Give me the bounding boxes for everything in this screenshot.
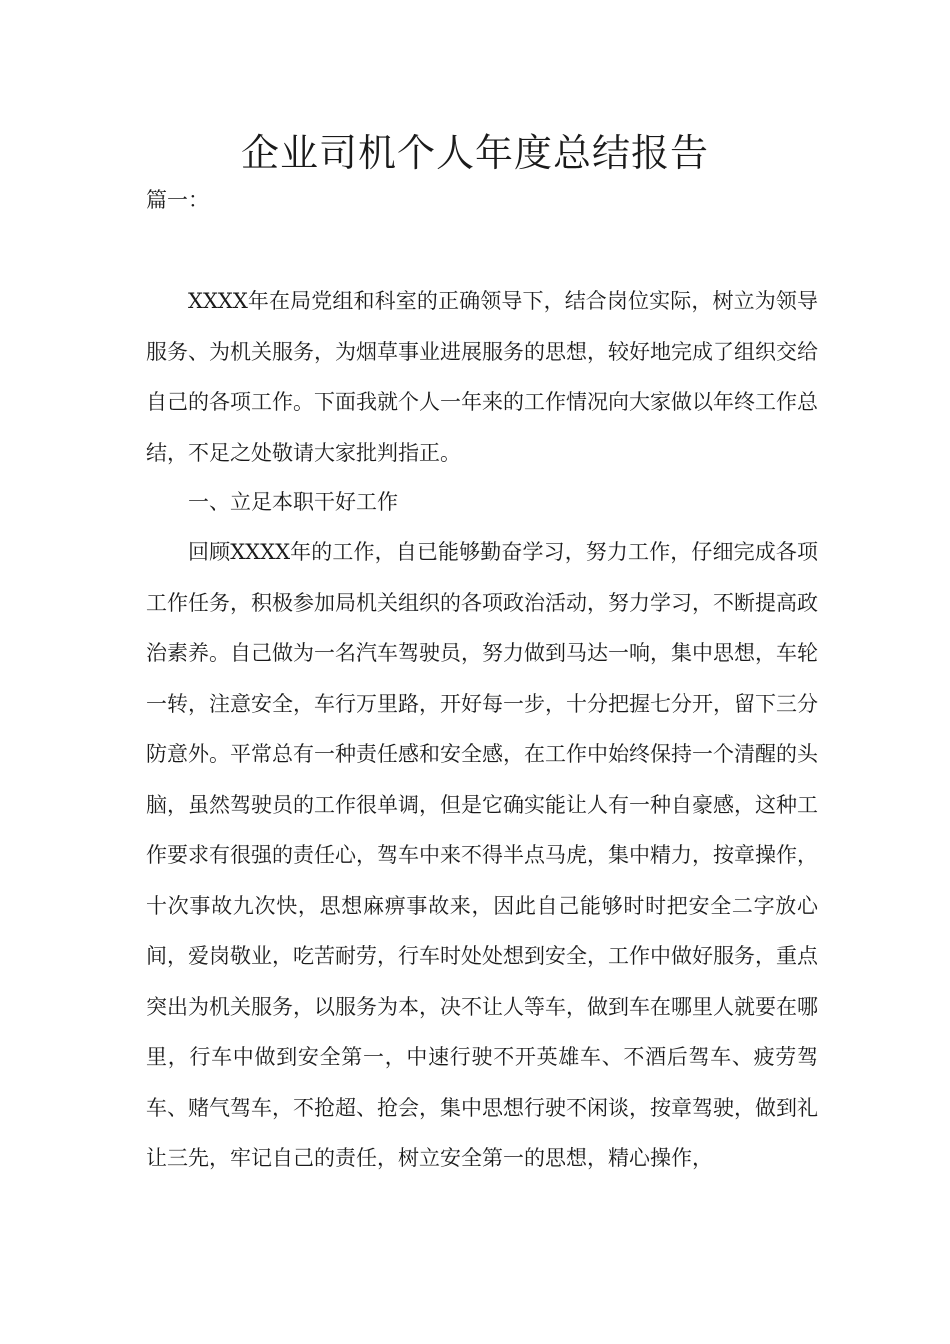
body-block-heading xyxy=(146,477,818,528)
paragraph: XXXX年在局党组和科室的正确领导下，结合岗位实际，树立为领导服务、为机关服务，为烟草事业进展服务的思想，较好地完成了组织交给自己的各项工作。下面我就个人一年来的工作情况向大家做以年终工作总结，不足之处敬请大家批判指正。 xyxy=(146,289,818,465)
section-label: 篇一： xyxy=(146,188,209,212)
body-block-main xyxy=(146,527,818,1184)
section-heading: 一、立足本职干好工作 xyxy=(188,490,398,514)
body-block-intro xyxy=(146,276,818,478)
page-title: 企业司机个人年度总结报告 xyxy=(240,131,709,175)
paragraph: 回顾XXXX年的工作，自已能够勤奋学习，努力工作，仔细完成各项工作任务，积极参加局机关组织的各项政治活动，努力学习，不断提高政治素养。自己做为一名汽车驾驶员，努力做到马达一响，集中思想，车轮一转，注意安全，车行万里路，开好每一步，十分把握七分开，留下三分防意外。平常总有一种责任感和安全感，在工作中始终保持一个清醒的头脑，虽然驾驶员的工作很单调，但是它确实能让人有一种自豪感，这种工作要求有很强的责任心，驾车中来不得半点马虎，集中精力，按章操作，十次事故九次快，思想麻痹事故来，因此自己能够时时把安全二字放心间，爱岗敬业，吃苦耐劳，行车时处处想到安全，工作中做好服务，重点突出为机关服务，以服务为本，决不让人等车，做到车在哪里人就要在哪里，行车中做到安全第一，中速行驶不开英雄车、不酒后驾车、疲劳驾车、赌气驾车，不抢超、抢会，集中思想行驶不闲谈，按章驾驶，做到礼让三先，牢记自己的责任，树立安全第一的思想，精心操作， xyxy=(146,540,818,1170)
